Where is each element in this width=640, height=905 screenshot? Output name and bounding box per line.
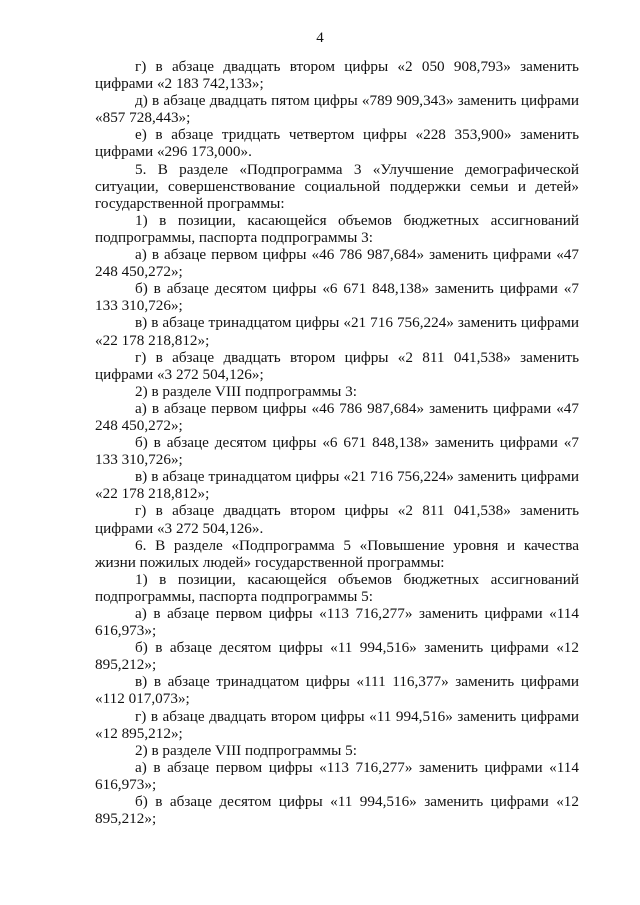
paragraph: 2) в разделе VIII подпрограммы 3:: [135, 382, 357, 400]
paragraph: 1) в позиции, касающейся объемов бюджетных ассигнований подпрограммы, паспорта подпрограммы 5:: [95, 570, 579, 605]
paragraph: а) в абзаце первом цифры «46 786 987,684» заменить цифрами «47 248 450,272»;: [95, 246, 579, 281]
paragraph: б) в абзаце десятом цифры «6 671 848,138» заменить цифрами «7 133 310,726»;: [95, 434, 579, 469]
paragraph: е) в абзаце тридцать четвертом цифры «228 353,900» заменить цифрами «296 173,000».: [95, 126, 579, 161]
paragraph: г) в абзаце двадцать втором цифры «2 050 908,793» заменить цифрами «2 183 742,133»;: [95, 58, 579, 93]
paragraph: в) в абзаце тринадцатом цифры «21 716 756,224» заменить цифрами «22 178 218,812»;: [95, 468, 579, 503]
section-heading-paragraph: 5. В разделе «Подпрограмма 3 «Улучшение демографической ситуации, совершенствование социальной поддержки семьи и детей» государственной программы:: [95, 160, 579, 212]
paragraph: б) в абзаце десятом цифры «11 994,516» заменить цифрами «12 895,212»;: [95, 639, 579, 674]
paragraph: а) в абзаце первом цифры «113 716,277» заменить цифрами «114 616,973»;: [95, 605, 579, 640]
page-number: 4: [316, 30, 324, 46]
paragraph: г) в абзаце двадцать втором цифры «11 994,516» заменить цифрами «12 895,212»;: [95, 707, 579, 742]
paragraph: 1) в позиции, касающейся объемов бюджетных ассигнований подпрограммы, паспорта подпрограммы 3:: [95, 211, 579, 246]
paragraph: г) в абзаце двадцать втором цифры «2 811 041,538» заменить цифрами «3 272 504,126».: [95, 502, 579, 537]
section-heading-paragraph: 6. В разделе «Подпрограмма 5 «Повышение уровня и качества жизни пожилых людей» государственной программы:: [95, 536, 579, 571]
paragraph: в) в абзаце тринадцатом цифры «21 716 756,224» заменить цифрами «22 178 218,812»;: [95, 314, 579, 349]
paragraph: г) в абзаце двадцать втором цифры «2 811 041,538» заменить цифрами «3 272 504,126»;: [95, 348, 579, 383]
paragraph: а) в абзаце первом цифры «46 786 987,684» заменить цифрами «47 248 450,272»;: [95, 399, 579, 434]
paragraph: 2) в разделе VIII подпрограммы 5:: [135, 741, 357, 759]
paragraph: б) в абзаце десятом цифры «6 671 848,138» заменить цифрами «7 133 310,726»;: [95, 280, 579, 315]
document-body: [95, 58, 579, 827]
paragraph: б) в абзаце десятом цифры «11 994,516» заменить цифрами «12 895,212»;: [95, 793, 579, 828]
paragraph: а) в абзаце первом цифры «113 716,277» заменить цифрами «114 616,973»;: [95, 758, 579, 793]
paragraph: в) в абзаце тринадцатом цифры «111 116,377» заменить цифрами «112 017,073»;: [95, 673, 579, 708]
paragraph: д) в абзаце двадцать пятом цифры «789 909,343» заменить цифрами «857 728,443»;: [95, 92, 579, 127]
